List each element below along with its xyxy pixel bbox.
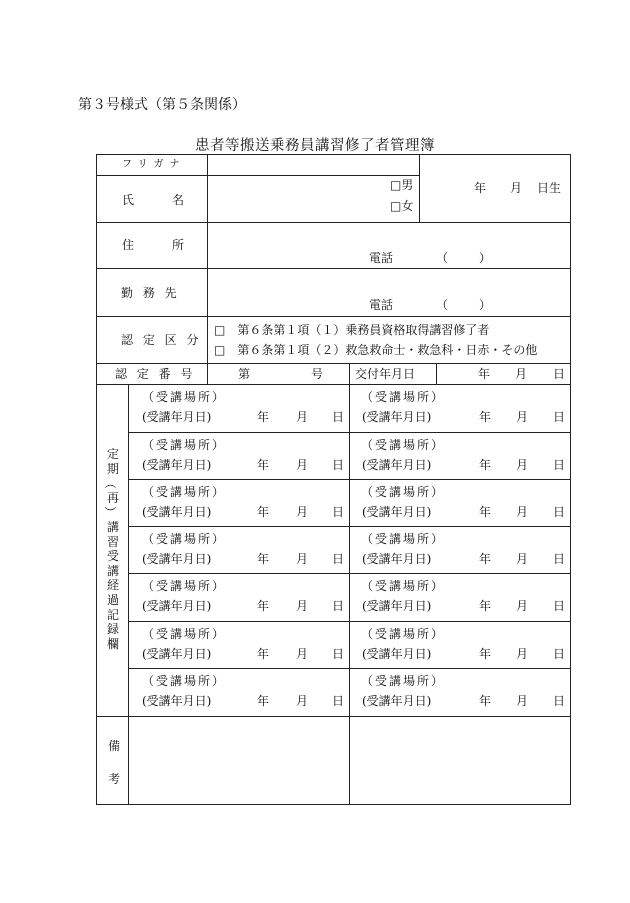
sex-male-checkbox[interactable]: □男 bbox=[390, 178, 414, 192]
name-label-1: 氏 bbox=[122, 193, 135, 207]
remarks-field-right[interactable] bbox=[350, 717, 570, 803]
side-label-char: 受 bbox=[107, 549, 120, 564]
record-year-label-right: 年 bbox=[479, 599, 492, 613]
record-date-label-left: (受講年月日) bbox=[142, 552, 212, 566]
record-year-label-right: 年 bbox=[479, 410, 492, 424]
side-label-char: 期 bbox=[107, 461, 120, 476]
cert-number-label: 認 定 番 号 bbox=[115, 367, 196, 381]
furigana-label: フリガナ bbox=[122, 159, 186, 170]
record-place-label-right: （受講場所） bbox=[361, 579, 446, 593]
record-day-label-left: 日 bbox=[332, 599, 345, 613]
remarks-label-1: 備 bbox=[108, 739, 121, 753]
record-place-label-right: （受講場所） bbox=[361, 627, 446, 641]
form-number-label: 第３号様式（第５条関係） bbox=[78, 97, 246, 113]
side-label-char: 記 bbox=[107, 607, 120, 622]
record-year-label-right: 年 bbox=[479, 458, 492, 472]
record-date-label-right: (受講年月日) bbox=[362, 552, 432, 566]
record-date-label-right: (受講年月日) bbox=[362, 647, 432, 661]
record-year-label-left: 年 bbox=[257, 552, 270, 566]
record-day-label-left: 日 bbox=[332, 552, 345, 566]
record-place-label-right: （受講場所） bbox=[361, 485, 446, 499]
record-date-label-right: (受講年月日) bbox=[362, 694, 432, 708]
record-day-label-right: 日 bbox=[553, 505, 566, 519]
record-date-label-left: (受講年月日) bbox=[142, 647, 212, 661]
record-year-label-left: 年 bbox=[257, 694, 270, 708]
side-label-char: 欄 bbox=[107, 636, 120, 651]
record-place-label-left: （受講場所） bbox=[142, 627, 227, 641]
remarks-label-2: 考 bbox=[108, 772, 121, 786]
issue-date-label: 交付年月日 bbox=[355, 367, 416, 381]
record-day-label-right: 日 bbox=[553, 552, 566, 566]
record-month-label-left: 月 bbox=[296, 599, 309, 613]
cert-class-label: 認 定 区 分 bbox=[121, 333, 202, 347]
side-label-char: 録 bbox=[107, 622, 120, 637]
cert-option-2[interactable]: □ 第６条第１項（２）救急救命士・救急科・日赤・その他 bbox=[214, 343, 538, 357]
birth-year-label: 年 bbox=[474, 181, 487, 195]
document-title: 患者等搬送乗務員講習修了者管理簿 bbox=[195, 138, 435, 154]
record-year-label-left: 年 bbox=[257, 505, 270, 519]
record-place-label-right: （受講場所） bbox=[361, 674, 446, 688]
record-month-label-left: 月 bbox=[296, 552, 309, 566]
record-year-label-left: 年 bbox=[257, 599, 270, 613]
record-day-label-right: 日 bbox=[553, 599, 566, 613]
record-year-label-right: 年 bbox=[479, 552, 492, 566]
record-month-label-right: 月 bbox=[516, 552, 529, 566]
record-month-label-right: 月 bbox=[516, 458, 529, 472]
record-date-label-left: (受講年月日) bbox=[142, 458, 212, 472]
record-date-label-right: (受講年月日) bbox=[362, 505, 432, 519]
remarks-field-left[interactable] bbox=[129, 717, 349, 803]
address-phone-paren-close: ） bbox=[479, 251, 492, 265]
side-label-char: 講 bbox=[107, 563, 120, 578]
record-place-label-left: （受講場所） bbox=[142, 390, 227, 404]
sex-female-checkbox[interactable]: □女 bbox=[390, 199, 414, 213]
birth-day-label: 日生 bbox=[537, 181, 562, 195]
record-day-label-right: 日 bbox=[553, 647, 566, 661]
record-date-label-left: (受講年月日) bbox=[142, 694, 212, 708]
record-day-label-left: 日 bbox=[332, 410, 345, 424]
record-day-label-right: 日 bbox=[553, 410, 566, 424]
name-label-2: 名 bbox=[172, 193, 185, 207]
record-month-label-right: 月 bbox=[516, 410, 529, 424]
record-month-label-left: 月 bbox=[296, 694, 309, 708]
record-day-label-left: 日 bbox=[332, 694, 345, 708]
record-year-label-left: 年 bbox=[257, 458, 270, 472]
record-day-label-right: 日 bbox=[553, 694, 566, 708]
issue-month-label: 月 bbox=[515, 367, 528, 381]
cert-number-suffix: 号 bbox=[311, 367, 324, 381]
record-date-label-right: (受講年月日) bbox=[362, 458, 432, 472]
record-place-label-right: （受講場所） bbox=[361, 390, 446, 404]
record-month-label-right: 月 bbox=[516, 599, 529, 613]
record-date-label-left: (受講年月日) bbox=[142, 410, 212, 424]
side-label-char: 過 bbox=[107, 593, 120, 607]
record-day-label-left: 日 bbox=[332, 647, 345, 661]
side-label-char: 定 bbox=[107, 447, 120, 461]
address-phone-paren-open: （ bbox=[436, 251, 449, 265]
address-label-2: 所 bbox=[172, 238, 185, 252]
record-place-label-left: （受講場所） bbox=[142, 532, 227, 546]
side-label-char: 習 bbox=[107, 534, 120, 549]
record-year-label-left: 年 bbox=[257, 647, 270, 661]
record-month-label-right: 月 bbox=[516, 647, 529, 661]
record-year-label-left: 年 bbox=[257, 410, 270, 424]
record-month-label-left: 月 bbox=[296, 505, 309, 519]
record-month-label-right: 月 bbox=[516, 505, 529, 519]
record-place-label-left: （受講場所） bbox=[142, 485, 227, 499]
record-month-label-right: 月 bbox=[516, 694, 529, 708]
cert-option-1[interactable]: □ 第６条第１項（１）乗務員資格取得講習修了者 bbox=[214, 323, 490, 337]
address-phone-label: 電話 bbox=[369, 251, 394, 265]
record-place-label-left: （受講場所） bbox=[142, 438, 227, 452]
workplace-label: 勤 務 先 bbox=[121, 286, 180, 300]
record-month-label-left: 月 bbox=[296, 410, 309, 424]
side-label-char: 再 bbox=[107, 490, 120, 505]
record-month-label-left: 月 bbox=[296, 647, 309, 661]
record-day-label-left: 日 bbox=[332, 505, 345, 519]
record-place-label-right: （受講場所） bbox=[361, 438, 446, 452]
record-day-label-right: 日 bbox=[553, 458, 566, 472]
record-date-label-right: (受講年月日) bbox=[362, 599, 432, 613]
side-label-char: 講 bbox=[107, 520, 120, 534]
workplace-phone-label: 電話 bbox=[369, 298, 394, 312]
birth-month-label: 月 bbox=[510, 181, 523, 195]
side-label-char: （ bbox=[103, 477, 118, 490]
record-date-label-right: (受講年月日) bbox=[362, 410, 432, 424]
workplace-phone-paren-close: ） bbox=[479, 298, 492, 312]
cert-number-prefix: 第 bbox=[238, 367, 251, 381]
workplace-phone-paren-open: （ bbox=[436, 298, 449, 312]
record-year-label-right: 年 bbox=[479, 505, 492, 519]
address-label-1: 住 bbox=[122, 238, 135, 252]
record-day-label-left: 日 bbox=[332, 458, 345, 472]
side-label-char: 経 bbox=[107, 578, 120, 593]
record-date-label-left: (受講年月日) bbox=[142, 599, 212, 613]
record-year-label-right: 年 bbox=[479, 647, 492, 661]
record-place-label-right: （受講場所） bbox=[361, 532, 446, 546]
record-place-label-left: （受講場所） bbox=[142, 674, 227, 688]
issue-year-label: 年 bbox=[478, 367, 491, 381]
record-year-label-right: 年 bbox=[479, 694, 492, 708]
record-date-label-left: (受講年月日) bbox=[142, 505, 212, 519]
record-place-label-left: （受講場所） bbox=[142, 579, 227, 593]
issue-day-label: 日 bbox=[553, 367, 566, 381]
side-label-char: ） bbox=[103, 506, 118, 519]
record-month-label-left: 月 bbox=[296, 458, 309, 472]
